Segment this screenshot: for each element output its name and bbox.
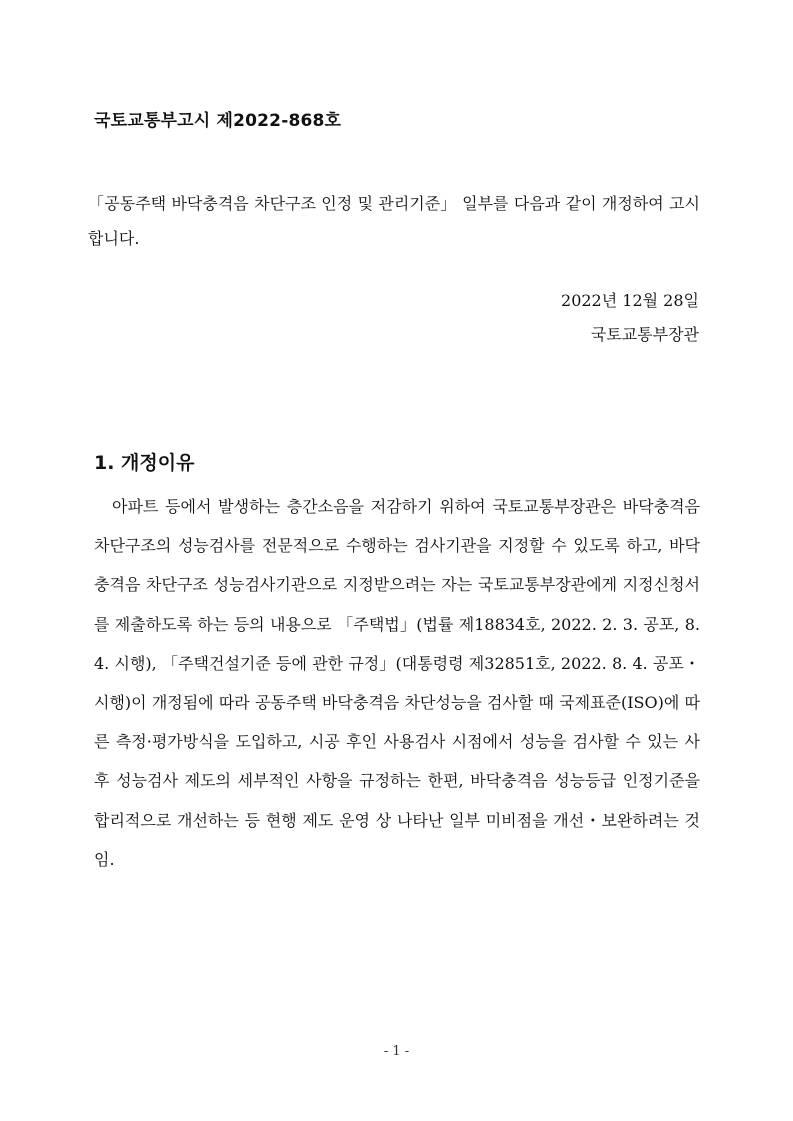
section-body: 아파트 등에서 발생하는 층간소음을 저감하기 위하여 국토교통부장관은 바닥충격음 차단구조의 성능검사를 전문적으로 수행하는 검사기관을 지정할 수 있도록 하고, 바닥충격음 차단구조 성능검사기관으로 지정받으려는 자는 국토교통부장관에게 지정신청서를 제출하도록 하는 등의 내용으로 「주택법」(법률 제18834호, 2022. 2. 3. 공포, 8. 4. 시행), 「주택건설기준 등에 관한 규정」(대통령령 제32851호, 2022. 8. 4. 공포・시행)이 개정됨에 따라 공동주택 바닥충격음 차단성능을 검사할 때 국제표준(ISO)에 따른 측정·평가방식을 도입하고, 시공 후인 사용검사 시점에서 성능을 검사할 수 있는 사후 성능검사 제도의 세부적인 사항을 규정하는 한편, 바닥충격음 성능등급 인정기준을 합리적으로 개선하는 등 현행 제도 운영 상 나타난 일부 미비점을 개선・보완하려는 것임. xyxy=(94,497,700,869)
intro-paragraph: 「공동주택 바닥충격음 차단구조 인정 및 관리기준」 일부를 다음과 같이 개정하여 고시합니다. xyxy=(88,194,700,248)
section-heading: 1. 개정이유 xyxy=(94,452,195,474)
signer-name: 국토교통부장관 xyxy=(590,325,699,344)
issue-date: 2022년 12월 28일 xyxy=(561,291,699,310)
page-number: - 1 - xyxy=(383,1044,410,1059)
notice-title: 국토교통부고시 제2022-868호 xyxy=(94,111,342,131)
